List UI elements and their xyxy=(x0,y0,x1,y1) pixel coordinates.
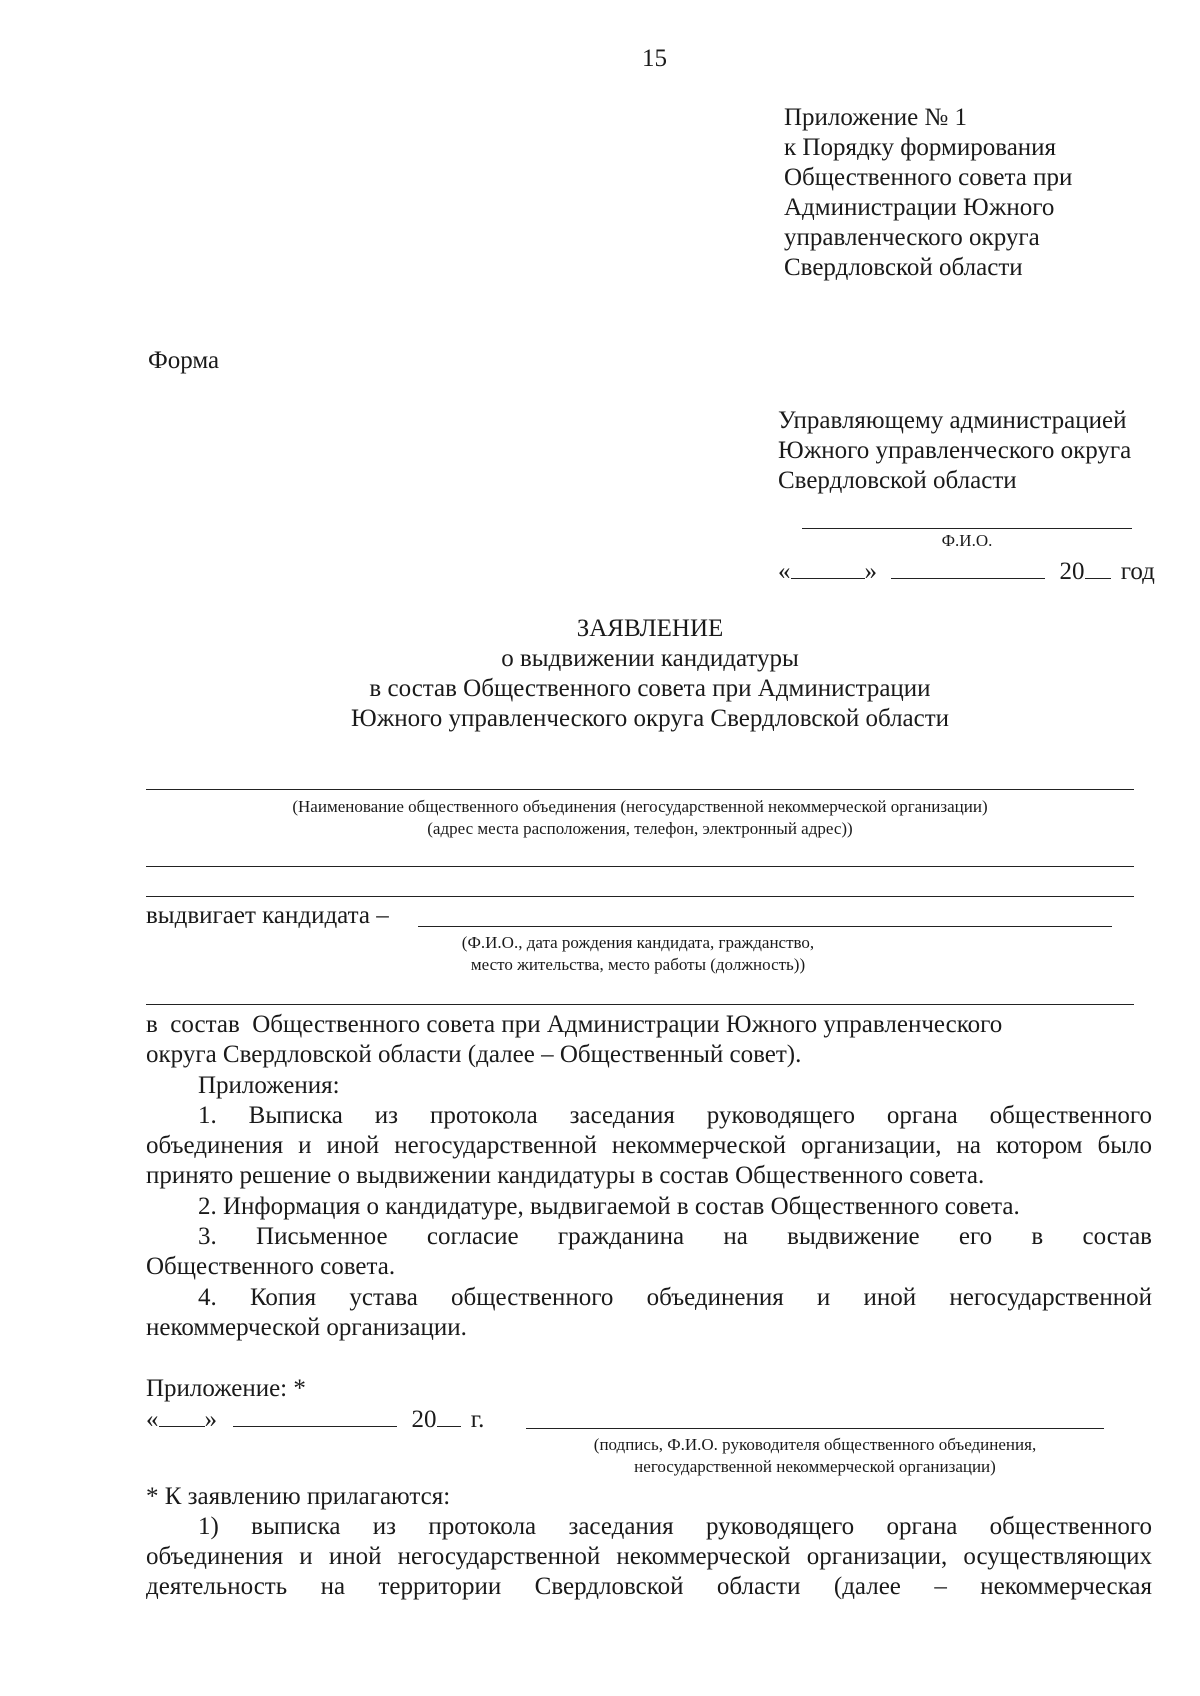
candidate-caption-1: (Ф.И.О., дата рождения кандидата, гражданство, xyxy=(461,933,815,952)
organization-address-line-1 xyxy=(146,866,1134,867)
addressee-line: Свердловской области xyxy=(778,467,1017,494)
sig-year-suffix: г. xyxy=(470,1406,485,1433)
organization-name-line xyxy=(146,789,1134,790)
page-number: 15 xyxy=(642,45,667,72)
signature-line xyxy=(526,1428,1104,1429)
form-label: Форма xyxy=(148,347,220,374)
year-suffix: год xyxy=(1120,558,1155,585)
footnote-line-1: 1) выписка из протокола заседания руководящего органа общественного xyxy=(198,1513,1152,1540)
appendix-line: Администрации Южного xyxy=(784,194,1055,221)
date-close-quote: » xyxy=(864,558,877,585)
title-line: в состав Общественного совета при Администрации xyxy=(369,675,931,702)
appendix-header xyxy=(784,103,1072,283)
item-4-line-2: некоммерческой организации. xyxy=(146,1314,467,1341)
addressee-line: Управляющему администрацией xyxy=(778,407,1127,434)
item-1-line-3: принято решение о выдвижении кандидатуры в состав Общественного совета. xyxy=(146,1162,985,1189)
addressee-line: Южного управленческого округа xyxy=(778,437,1132,464)
sig-open-quote: « xyxy=(146,1406,159,1433)
appendix-line: управленческого округа xyxy=(784,224,1040,251)
organization-caption-1: (Наименование общественного объединения (негосударственной некоммерческой организации) xyxy=(292,797,988,816)
item-3-line-2: Общественного совета. xyxy=(146,1253,396,1280)
appendix-line: Свердловской области xyxy=(784,254,1023,281)
appendix-line: к Порядку формирования xyxy=(784,134,1057,161)
signature-caption-2: негосударственной некоммерческой организации) xyxy=(634,1457,996,1476)
title-main: ЗАЯВЛЕНИЕ xyxy=(576,615,724,642)
nominates-label: выдвигает кандидата – xyxy=(146,902,389,929)
signature-date-line xyxy=(146,1404,484,1435)
intro-line-2: округа Свердловской области (далее – Общественный совет). xyxy=(146,1041,802,1068)
organization-address-line-2 xyxy=(146,896,1134,897)
candidate-line xyxy=(418,926,1112,927)
sig-month-blank xyxy=(233,1404,397,1427)
footnote-line-3: деятельность на территории Свердловской области (далее – некоммерческая xyxy=(146,1573,1152,1600)
title-line: о выдвижении кандидатуры xyxy=(501,645,799,672)
fio-caption: Ф.И.О. xyxy=(941,531,993,550)
addressee-block xyxy=(778,406,1131,496)
attachment-label: Приложение: * xyxy=(146,1375,306,1402)
statement-title xyxy=(250,614,1050,734)
date-open-quote: « xyxy=(778,558,791,585)
attachments-heading: Приложения: xyxy=(198,1072,340,1099)
title-line: Южного управленческого округа Свердловской области xyxy=(350,705,950,732)
day-blank xyxy=(791,556,865,579)
addressee-fio-line xyxy=(802,528,1132,529)
item-3-line-1: 3. Письменное согласие гражданина на выдвижение его в состав xyxy=(198,1223,1152,1250)
sig-day-blank xyxy=(159,1404,205,1427)
sig-year-text: 20 xyxy=(411,1406,437,1433)
year-blank xyxy=(1085,556,1111,579)
appendix-line: Приложение № 1 xyxy=(784,104,968,131)
date-line xyxy=(778,556,1155,587)
organization-caption-2: (адрес места расположения, телефон, электронный адрес)) xyxy=(427,819,853,838)
footnote-heading: * К заявлению прилагаются: xyxy=(146,1483,451,1510)
sig-year-blank xyxy=(437,1404,461,1427)
month-blank xyxy=(891,556,1045,579)
year-prefix: 20 xyxy=(1059,558,1085,585)
item-1-line-1: 1. Выписка из протокола заседания руководящего органа общественного xyxy=(198,1102,1152,1129)
candidate-line-2 xyxy=(146,1004,1134,1005)
candidate-caption-2: место жительства, место работы (должность)) xyxy=(470,955,806,974)
signature-caption-1: (подпись, Ф.И.О. руководителя общественного объединения, xyxy=(593,1435,1037,1454)
item-4-line-1: 4. Копия устава общественного объединения и иной негосударственной xyxy=(198,1284,1152,1311)
intro-line-1: в состав Общественного совета при Администрации Южного управленческого xyxy=(146,1011,1003,1038)
appendix-line: Общественного совета при xyxy=(784,164,1073,191)
sig-close-quote: » xyxy=(204,1406,217,1433)
item-1-line-2: объединения и иной негосударственной некоммерческой организации, на котором было xyxy=(146,1132,1152,1159)
item-2: 2. Информация о кандидатуре, выдвигаемой в состав Общественного совета. xyxy=(198,1193,1020,1220)
footnote-line-2: объединения и иной негосударственной некоммерческой организации, осуществляющих xyxy=(146,1543,1152,1570)
